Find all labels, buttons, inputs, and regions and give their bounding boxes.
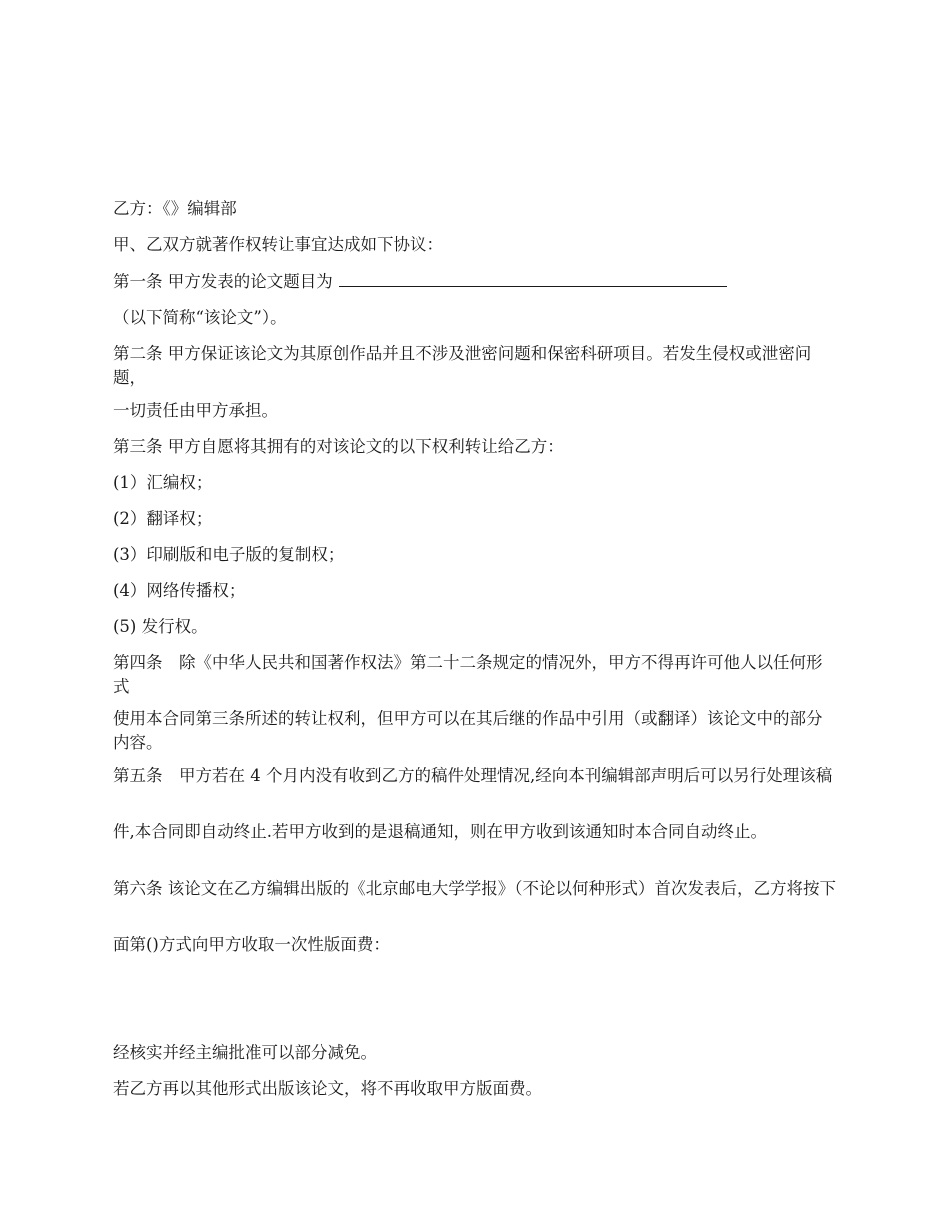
article-2: 第二条 甲方保证该论文为其原创作品并且不涉及泄密问题和保密科研项目。若发生侵权或泄密问题， [113,344,812,387]
article-2-cont: 一切责任由甲方承担。 [113,401,278,420]
reduction-note: 经核实并经主编批准可以部分减免。 [113,1043,377,1062]
article-1-note: （以下简称“该论文”）。 [113,308,287,327]
article-6: 第六条 该论文在乙方编辑出版的《北京邮电大学学报》（不论以何种形式）首次发表后，乙方将按下 [113,879,836,898]
article-3: 第三条 甲方自愿将其拥有的对该论文的以下权利转让给乙方： [113,437,564,456]
right-item-4: (4）网络传播权； [113,581,246,600]
agreement-intro: 甲、乙双方就著作权转让事宜达成如下协议： [113,235,443,254]
article-4: 第四条 除《中华人民共和国著作权法》第二十二条规定的情况外，甲方不得再许可他人以任何形式 [113,653,823,696]
right-item-5: (5) 发行权。 [113,617,208,636]
article-1-text: 第一条 甲方发表的论文题目为 [113,272,333,291]
party-b-line: 乙方：《》编辑部 [113,199,237,218]
right-item-1: (1）汇编权； [113,473,213,492]
article-6-cont: 面第()方式向甲方收取一次性版面费： [113,935,390,954]
article-5: 第五条 甲方若在 4 个月内没有收到乙方的稿件处理情况,经向本刊编辑部声明后可以另行处理该稿 [113,766,833,785]
no-further-fee: 若乙方再以其他形式出版该论文，将不再收取甲方版面费。 [113,1079,542,1098]
right-item-2: (2）翻译权； [113,509,213,528]
article-4-cont: 使用本合同第三条所述的转让权利，但甲方可以在其后继的作品中引用（或翻译）该论文中的部分内容。 [113,709,823,752]
article-1 [113,270,837,294]
article-5-cont: 件,本合同即自动终止.若甲方收到的是退稿通知，则在甲方收到该通知时本合同自动终止。 [113,822,767,841]
title-blank-line [339,270,727,287]
right-item-3: (3）印刷版和电子版的复制权； [113,545,345,564]
